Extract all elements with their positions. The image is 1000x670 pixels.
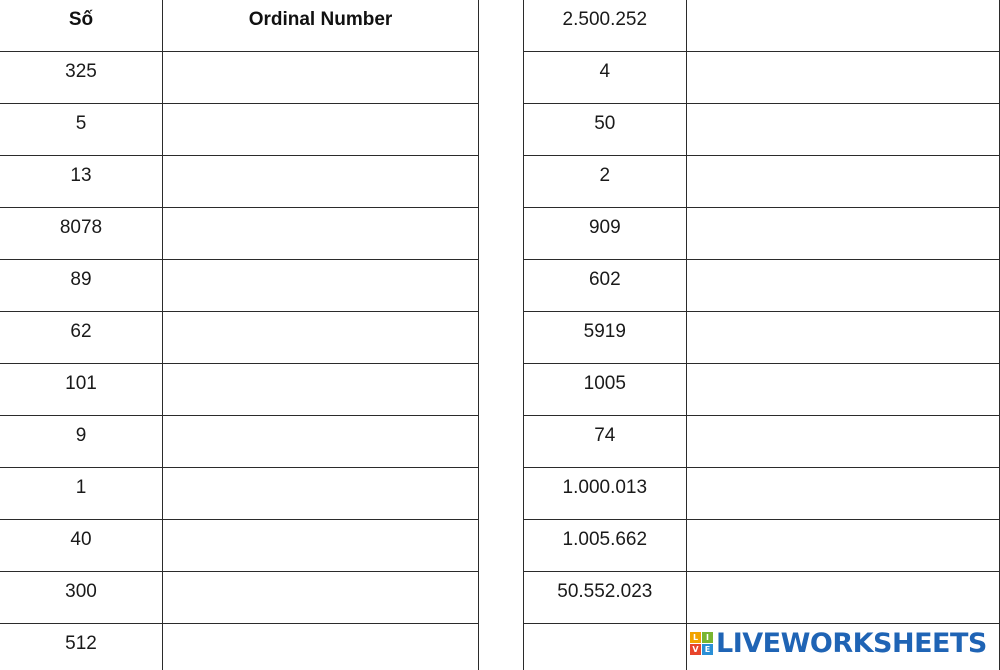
number-cell (524, 520, 687, 572)
logo-mark-i: I (702, 632, 713, 643)
number-value: 40 (0, 520, 162, 549)
number-cell (0, 208, 163, 260)
ordinal-answer-cell[interactable] (163, 572, 479, 624)
ordinal-answer-cell[interactable] (686, 260, 999, 312)
number-value: 62 (0, 312, 162, 341)
table-row (0, 312, 479, 364)
number-value: 4 (524, 52, 686, 81)
number-value: 1.000.013 (524, 468, 686, 497)
number-cell (524, 468, 687, 520)
number-value: 101 (0, 364, 162, 393)
ordinal-answer-cell[interactable] (686, 208, 999, 260)
table-row (0, 572, 479, 624)
number-cell (0, 52, 163, 104)
table-row (0, 364, 479, 416)
number-value: 2 (524, 156, 686, 185)
number-cell (0, 624, 163, 670)
header-ordinal-number (163, 0, 479, 52)
number-value: 5 (0, 104, 162, 133)
number-value: 2.500.252 (524, 0, 686, 29)
number-cell (0, 312, 163, 364)
ordinal-answer-cell[interactable] (163, 312, 479, 364)
table-row (0, 104, 479, 156)
number-cell (524, 416, 687, 468)
number-cell (524, 364, 687, 416)
number-value: 512 (0, 624, 162, 653)
number-cell (524, 260, 687, 312)
ordinal-answer-cell[interactable] (686, 520, 999, 572)
number-cell (524, 0, 687, 52)
table-row (524, 312, 1000, 364)
ordinal-answer-cell[interactable] (686, 104, 999, 156)
table-row (0, 52, 479, 104)
number-value: 602 (524, 260, 686, 289)
table-row (0, 260, 479, 312)
number-value: 1.005.662 (524, 520, 686, 549)
number-cell (0, 468, 163, 520)
table-row (524, 104, 1000, 156)
logo-mark-e: E (702, 644, 713, 655)
table-row (0, 208, 479, 260)
number-cell (0, 416, 163, 468)
number-cell (0, 364, 163, 416)
ordinal-answer-cell[interactable] (163, 52, 479, 104)
ordinal-answer-cell[interactable] (163, 520, 479, 572)
table-row (0, 624, 479, 670)
number-value: 50.552.023 (524, 572, 686, 601)
number-value: 74 (524, 416, 686, 445)
table-row (0, 156, 479, 208)
ordinal-answer-cell[interactable] (163, 260, 479, 312)
ordinal-answer-cell[interactable] (686, 312, 999, 364)
table-header-row (0, 0, 479, 52)
number-value (524, 624, 686, 634)
number-cell (0, 260, 163, 312)
number-value: 50 (524, 104, 686, 133)
number-value: 8078 (0, 208, 162, 237)
number-cell (524, 312, 687, 364)
number-value: 300 (0, 572, 162, 601)
ordinal-answer-cell[interactable] (163, 416, 479, 468)
header-so (0, 0, 163, 52)
number-cell (0, 104, 163, 156)
table-row (524, 52, 1000, 104)
number-value: 5919 (524, 312, 686, 341)
number-cell (524, 156, 687, 208)
number-cell (524, 104, 687, 156)
number-value: 13 (0, 156, 162, 185)
ordinal-answer-cell[interactable] (686, 0, 999, 52)
number-cell (524, 572, 687, 624)
ordinal-answer-cell[interactable] (163, 156, 479, 208)
table-row (524, 156, 1000, 208)
number-cell (0, 520, 163, 572)
ordinal-answer-cell[interactable] (686, 468, 999, 520)
number-cell (524, 52, 687, 104)
logo-mark-l: L (690, 632, 701, 643)
number-value: 1005 (524, 364, 686, 393)
table-row (524, 468, 1000, 520)
right-worksheet-table (523, 0, 1000, 670)
table-row (524, 520, 1000, 572)
ordinal-answer-cell[interactable] (163, 468, 479, 520)
ordinal-answer-cell[interactable] (163, 104, 479, 156)
table-row (524, 416, 1000, 468)
ordinal-answer-cell[interactable] (686, 364, 999, 416)
liveworksheets-wordmark: LIVEWORKSHEETS (716, 630, 987, 657)
table-row (0, 416, 479, 468)
table-row (524, 572, 1000, 624)
header-so-label: Số (0, 0, 162, 29)
number-value: 1 (0, 468, 162, 497)
ordinal-answer-cell[interactable] (686, 156, 999, 208)
number-value: 9 (0, 416, 162, 445)
left-worksheet-table (0, 0, 479, 670)
number-cell (524, 208, 687, 260)
number-cell (0, 156, 163, 208)
table-row (524, 0, 1000, 52)
liveworksheets-logo (690, 626, 993, 660)
ordinal-answer-cell[interactable] (163, 208, 479, 260)
ordinal-answer-cell[interactable] (686, 572, 999, 624)
table-row (0, 520, 479, 572)
number-value: 325 (0, 52, 162, 81)
table-row (524, 364, 1000, 416)
table-row (524, 260, 1000, 312)
logo-mark-v: V (690, 644, 701, 655)
ordinal-answer-cell[interactable] (163, 364, 479, 416)
table-row (0, 468, 479, 520)
ordinal-answer-cell[interactable] (163, 624, 479, 670)
liveworksheets-mark-icon (690, 632, 713, 655)
table-row (524, 208, 1000, 260)
ordinal-answer-cell[interactable] (686, 416, 999, 468)
number-cell (524, 624, 687, 670)
ordinal-answer-cell[interactable] (686, 52, 999, 104)
number-value: 909 (524, 208, 686, 237)
header-ordinal-number-label: Ordinal Number (163, 0, 478, 29)
number-value: 89 (0, 260, 162, 289)
number-cell (0, 572, 163, 624)
